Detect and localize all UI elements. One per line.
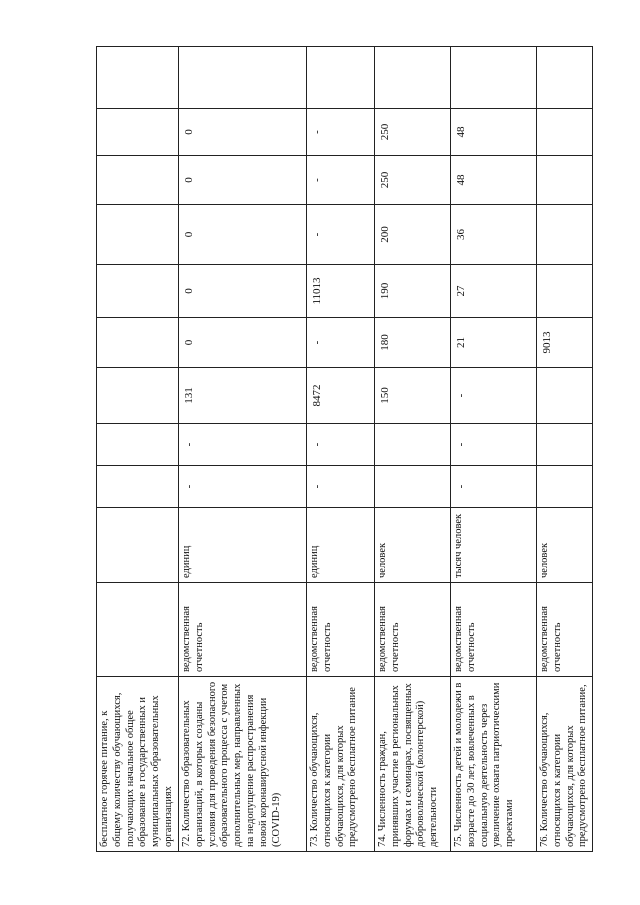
- table-row: [375, 47, 451, 852]
- indicator-cell: 73. Количество обучающихся, относящихся к категории обучающихся, для которых предусмотрено бесплатное питание: [307, 677, 375, 852]
- value-cell: 200: [375, 205, 451, 265]
- unit-cell: единиц: [179, 508, 307, 583]
- unit-cell: человек: [537, 508, 593, 583]
- value-cell: 9013: [537, 318, 593, 368]
- value-cell: 0: [179, 265, 307, 318]
- value-cell: [537, 424, 593, 466]
- value-cell: [375, 466, 451, 508]
- value-cell: -: [179, 424, 307, 466]
- unit-cell: единиц: [307, 508, 375, 583]
- value-cell: [451, 47, 537, 109]
- value-cell: [537, 47, 593, 109]
- value-cell: 21: [451, 318, 537, 368]
- unit-cell: человек: [375, 508, 451, 583]
- value-cell: [537, 109, 593, 156]
- source-cell: [97, 583, 179, 677]
- value-cell: -: [307, 156, 375, 205]
- value-cell: [537, 265, 593, 318]
- value-cell: [97, 205, 179, 265]
- value-cell: 131: [179, 368, 307, 424]
- value-cell: [375, 47, 451, 109]
- source-cell: ведомственная отчетность: [179, 583, 307, 677]
- indicator-cell: 74. Численность граждан, принявших участие в региональных форумах и семинарах, посвященных добровольческой (волонтерской) деятельности: [375, 677, 451, 852]
- source-cell: ведомственная отчетность: [307, 583, 375, 677]
- indicator-cell: 72. Количество образовательных организаций, в которых созданы условия для проведения безопасного образовательного процесса с учетом дополнительных мер, направленных на недопущение распространения новой коронавирусной инфекции (COVID-19): [179, 677, 307, 852]
- value-cell: [537, 368, 593, 424]
- table-row: [97, 47, 179, 852]
- value-cell: 0: [179, 109, 307, 156]
- value-cell: 27: [451, 265, 537, 318]
- value-cell: 48: [451, 156, 537, 205]
- value-cell: [97, 318, 179, 368]
- source-cell: ведомственная отчетность: [451, 583, 537, 677]
- value-cell: 250: [375, 156, 451, 205]
- indicator-cell: 76. Количество обучающихся, относящихся к категории обучающихся, для которых предусмотрено бесплатное питание,: [537, 677, 593, 852]
- value-cell: -: [179, 466, 307, 508]
- value-cell: [537, 205, 593, 265]
- value-cell: [375, 424, 451, 466]
- value-cell: 250: [375, 109, 451, 156]
- value-cell: [97, 156, 179, 205]
- value-cell: -: [451, 466, 537, 508]
- table-row: [307, 47, 375, 852]
- value-cell: [179, 47, 307, 109]
- value-cell: 48: [451, 109, 537, 156]
- value-cell: 0: [179, 205, 307, 265]
- unit-cell: [97, 508, 179, 583]
- value-cell: -: [307, 318, 375, 368]
- value-cell: 11013: [307, 265, 375, 318]
- table-row: [451, 47, 537, 852]
- rotated-page: [96, 47, 589, 852]
- value-cell: 180: [375, 318, 451, 368]
- unit-cell: тысяч человек: [451, 508, 537, 583]
- value-cell: [97, 47, 179, 109]
- indicator-cell: бесплатное горячее питание, к общему количеству обучающихся, получающих начальное общее образование в государственных и муниципальных образовательных организациях: [97, 677, 179, 852]
- value-cell: [97, 109, 179, 156]
- value-cell: -: [451, 424, 537, 466]
- value-cell: 8472: [307, 368, 375, 424]
- value-cell: [97, 265, 179, 318]
- value-cell: [307, 47, 375, 109]
- value-cell: 190: [375, 265, 451, 318]
- value-cell: [537, 466, 593, 508]
- value-cell: [97, 368, 179, 424]
- source-cell: ведомственная отчетность: [537, 583, 593, 677]
- table-row: [537, 47, 593, 852]
- value-cell: -: [307, 109, 375, 156]
- value-cell: -: [451, 368, 537, 424]
- value-cell: -: [307, 205, 375, 265]
- value-cell: 36: [451, 205, 537, 265]
- indicator-cell: 75. Численность детей и молодежи в возрасте до 30 лет, вовлеченных в социальную деятельность через увеличение охвата патриотическими проектами: [451, 677, 537, 852]
- value-cell: [97, 466, 179, 508]
- value-cell: 0: [179, 318, 307, 368]
- indicators-table: [96, 46, 593, 852]
- value-cell: [537, 156, 593, 205]
- value-cell: [97, 424, 179, 466]
- table-row: [179, 47, 307, 852]
- value-cell: -: [307, 466, 375, 508]
- source-cell: ведомственная отчетность: [375, 583, 451, 677]
- value-cell: -: [307, 424, 375, 466]
- value-cell: 0: [179, 156, 307, 205]
- value-cell: 150: [375, 368, 451, 424]
